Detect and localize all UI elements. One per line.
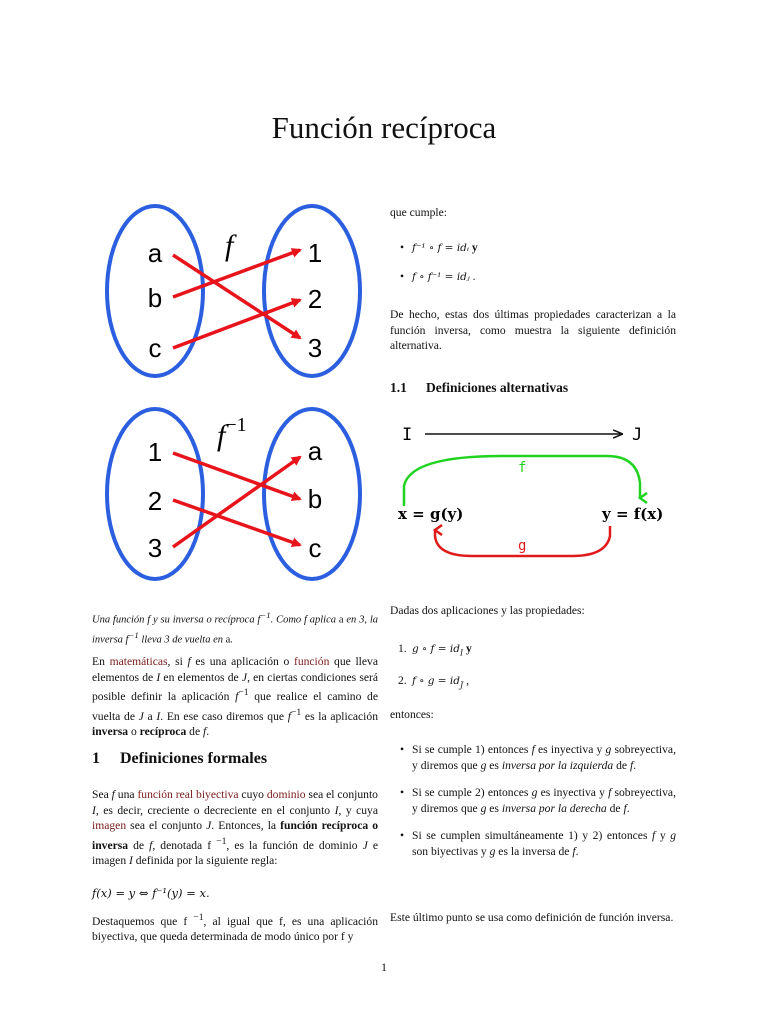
label-top-1: 1 (307, 238, 323, 268)
label-finv-sup: −1 (225, 414, 247, 436)
consequence-3: • Si se cumplen simultáneamente 1) y 2) entonces f y g son biyectivas y g es la inversa de f. (390, 828, 676, 859)
que-cumple: que cumple: (390, 206, 447, 219)
link-imagen[interactable]: imagen (92, 819, 127, 833)
label-top-2: 2 (307, 284, 323, 314)
arrow-1-b (173, 453, 300, 499)
label-y-eq: y = f(x) (602, 505, 664, 523)
label-finv-base: f (217, 419, 226, 452)
consequence-2: • Si se cumple 2) entonces g es inyectiva y f sobreyectiva, y diremos que g es inversa por la derecha de f. (390, 785, 676, 816)
label-top-3: 3 (307, 333, 323, 363)
label-bottom-3: 3 (147, 533, 163, 563)
entonces: entonces: (390, 708, 434, 721)
label-x-eq: x = g(y) (398, 505, 464, 523)
label-bottom-2: 2 (147, 486, 163, 516)
property-item-1: • f⁻¹ ∘ f = idᵢ y (390, 240, 676, 257)
label-f: f (225, 229, 234, 262)
arrow-b-1 (173, 250, 300, 297)
set-I: I (402, 425, 413, 445)
formal-definition-paragraph: Sea f una función real biyectiva cuyo dominio sea el conjunto I, es decir, creciente o decreciente en el conjunto I, y cuya imagen sea el conjunto J. Entonces, la función recíproca o inversa de f, denotada f $^{-1}$, es la función de dominio J e imagen I definida por la siguiente regla: (92, 788, 379, 868)
label-finv (217, 414, 247, 452)
link-dominio[interactable]: dominio (266, 788, 306, 801)
label-bottom-c: c (308, 533, 322, 563)
label-top-b: b (147, 283, 163, 313)
condition-1: 1. g ∘ $f = id_I$ y (398, 642, 472, 658)
set-J: J (632, 425, 643, 445)
link-matematicas[interactable]: matemáticas (109, 655, 168, 668)
arrow-2-c (173, 500, 300, 545)
ultimo-paragraph: Este último punto se usa como definición de función inversa. (390, 911, 674, 924)
page-number: 1 (381, 960, 387, 974)
property-item-2: • f ∘ f⁻¹ = idⱼ . (390, 269, 676, 286)
figure-caption: Una función f y su inversa o recíproca $f^{-1}$. Como f aplica a en 3, la inversa $f^{-1}$ lleva 3 de vuelta en a. (92, 610, 378, 645)
label-bottom-1: 1 (147, 437, 163, 467)
destaquemos-paragraph: Destaquemos que f $^{-1}$, al igual que f, es una aplicación biyectiva, que queda determinada de modo único por f y (92, 912, 378, 944)
condition-list (390, 641, 676, 693)
condition-2: 2. f ∘ $g = id_J$ , (398, 673, 469, 690)
label-top-a: a (147, 238, 163, 268)
label-top-c: c (148, 333, 162, 363)
label-arc-f: f (518, 460, 527, 476)
arrow-3-a (173, 457, 300, 547)
consequence-list (390, 742, 676, 860)
link-funcion[interactable]: función (293, 655, 330, 668)
section-heading-1: 1 Definiciones formales (92, 750, 268, 767)
function-mapping-figure (95, 195, 380, 600)
dadas-paragraph: Dadas dos aplicaciones y las propiedades: (390, 604, 585, 617)
label-bottom-b: b (307, 484, 323, 514)
link-funcion-real-biyectiva[interactable]: función real biyectiva (137, 788, 239, 801)
formula-line: f(x) = y ⇔ f⁻¹(y) = x. (92, 886, 210, 900)
label-bottom-a: a (307, 436, 323, 466)
inverse-diagram (392, 418, 682, 570)
intro-paragraph: En matemáticas, si f es una aplicación o función que lleva elementos de I en elementos de J, en ciertas condiciones será posible definir la aplicación $f^{-1}$ que realice el camino de vuelta de J a I. En ese caso diremos que $f^{-1}$ es la aplicación inversa o recíproca de f. (92, 655, 378, 739)
de-hecho-paragraph: De hecho, estas dos últimas propiedades caracterizan a la función inversa, como muestra la siguiente definición alternativa. (390, 308, 676, 353)
property-list (390, 240, 676, 285)
consequence-1: • Si se cumple 1) entonces f es inyectiva y g sobreyectiva, y diremos que g es inversa por la izquierda de f. (390, 742, 676, 773)
subsection-heading: 1.1 Definiciones alternativas (390, 380, 569, 395)
page-title: Función recíproca (271, 110, 497, 145)
label-arc-g: g (518, 538, 527, 554)
